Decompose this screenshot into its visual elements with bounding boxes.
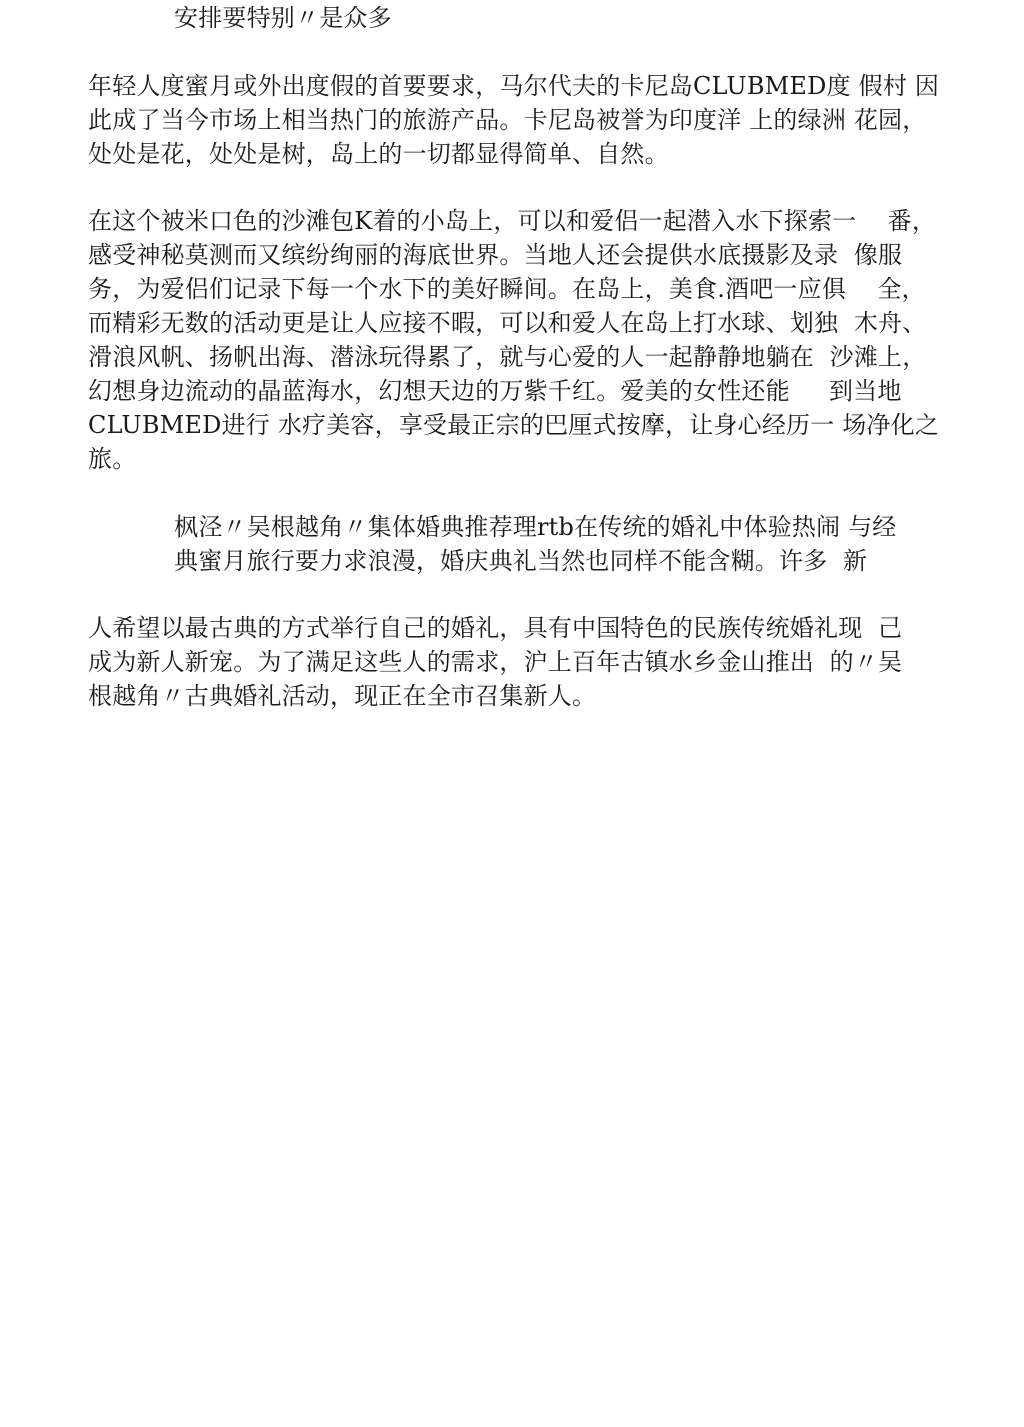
text-line: 此成了当今市场上相当热门的旅游产品。卡尼岛被誉为印度洋 上的绿洲 花园， [88,106,927,134]
text-line: 人希望以最古典的方式举行自己的婚礼，具有中国特色的民族传统婚礼现 己 [88,614,903,642]
text-line: 安排要特别〃是众多 [174,4,392,32]
text-line: 处处是花，处处是树，岛上的一切都显得简单、自然。 [88,140,669,168]
text-line: CLUBMED进行 水疗美容，享受最正宗的巴厘式按摩，让身心经历一 场净化之 [88,411,940,439]
text-line: 年轻人度蜜月或外出度假的首要要求，马尔代夫的卡尼岛CLUBMED度 假村 因 [88,72,940,100]
text-line: 感受神秘莫测而又缤纷绚丽的海底世界。当地人还会提供水底摄影及录 像服 [88,241,903,269]
text-line: 成为新人新宠。为了满足这些人的需求，沪上百年古镇水乡金山推出 的〃吴 [88,648,903,676]
text-line: 滑浪风帆、扬帆出海、潜泳玩得累了，就与心爱的人一起静静地躺在 沙滩上， [88,343,927,371]
text-line: 而精彩无数的活动更是让人应接不暇，可以和爱人在岛上打水球、划独 木舟、 [88,309,927,337]
text-line: 旅。 [88,445,137,473]
text-line: 务，为爱侣们记录下每一个水下的美好瞬间。在岛上，美食.酒吧一应俱 全， [88,275,926,303]
text-line: 在这个被米口色的沙滩包K着的小岛上，可以和爱侣一起潜入水下探索一 番， [88,207,937,235]
text-line: 典蜜月旅行要力求浪漫，婚庆典礼当然也同样不能含糊。许多 新 [174,547,868,575]
text-line: 根越角〃古典婚礼活动，现正在全市召集新人。 [88,682,597,710]
text-line: 幻想身边流动的晶蓝海水，幻想天边的万紫千红。爱美的女性还能 到当地 [88,377,902,405]
text-line: 枫泾〃吴根越角〃集体婚典推荐理rtb在传统的婚礼中体验热闹 与经 [174,513,897,541]
